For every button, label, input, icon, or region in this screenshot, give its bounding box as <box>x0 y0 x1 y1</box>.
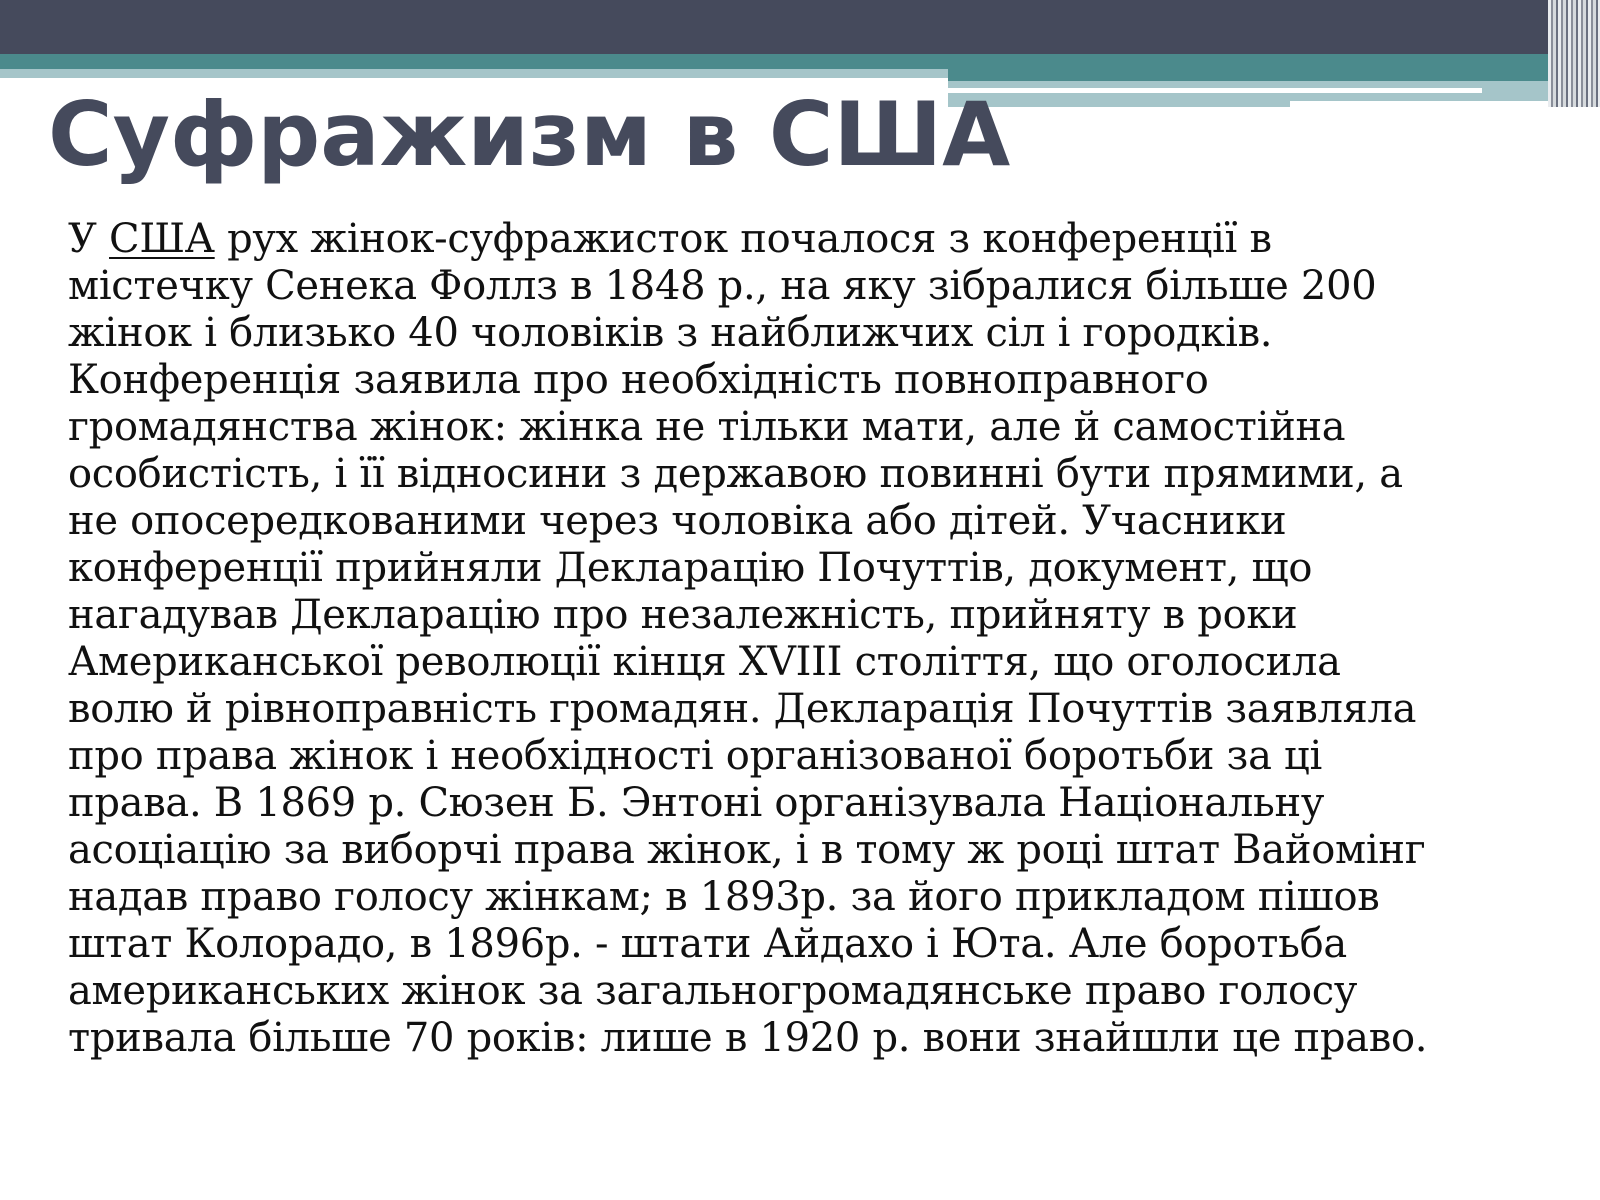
body-text-fragment: рух жінок-суфражисток почалося з конференції в <box>214 216 1272 262</box>
header-band-light-left <box>0 69 948 78</box>
body-line: права. В 1869 р. Сюзен Б. Энтоні організувала Національну <box>68 780 1325 826</box>
header-accent-line <box>948 88 1482 93</box>
body-line: нагадував Декларацію про незалежність, прийняту в роки <box>68 592 1298 638</box>
body-line: волю й рівноправність громадян. Декларація Почуттів заявляла <box>68 686 1417 732</box>
body-line: особистість, і її відносини з державою повинні бути прямими, а <box>68 451 1403 497</box>
body-line: містечку Сенека Фоллз в 1848 р., на яку зібралися більше 200 <box>68 263 1377 309</box>
body-line: не опосередкованими через чоловіка або дітей. Учасники <box>68 498 1287 544</box>
body-line: жінок і близько 40 чоловіків з найближчих сіл і городків. <box>68 310 1273 356</box>
header-band-dark <box>0 0 1600 54</box>
header-band-teal-left <box>0 54 948 69</box>
body-line: Американської революції кінця XVIII століття, що оголосила <box>68 639 1341 685</box>
slide-title: Суфражизм в США <box>48 83 1011 186</box>
header-band-teal-right <box>948 54 1600 81</box>
body-line: американських жінок за загальногромадянське право голосу <box>68 968 1358 1014</box>
body-line: тривала більше 70 років: лише в 1920 р. вони знайшли це право. <box>68 1015 1428 1061</box>
body-line <box>68 216 1548 263</box>
body-line: громадянства жінок: жінка не тільки мати, але й самостійна <box>68 404 1346 450</box>
body-line: про права жінок і необхідності організованої боротьби за ці <box>68 733 1322 779</box>
body-line: надав право голосу жінкам; в 1893р. за його прикладом пішов <box>68 874 1380 920</box>
body-text-fragment: У <box>68 216 110 262</box>
slide-body-text <box>68 216 1548 1062</box>
usa-link[interactable]: США <box>109 216 215 262</box>
body-line: конференції прийняли Декларацію Почуттів, документ, що <box>68 545 1313 591</box>
header-edge-stripes <box>1548 0 1600 107</box>
body-line: асоціацію за виборчі права жінок, і в тому ж році штат Вайомінг <box>68 827 1426 873</box>
body-line: штат Колорадо, в 1896р. - штати Айдахо і Юта. Але боротьба <box>68 921 1347 967</box>
body-line: Конференція заявила про необхідність повноправного <box>68 357 1209 403</box>
